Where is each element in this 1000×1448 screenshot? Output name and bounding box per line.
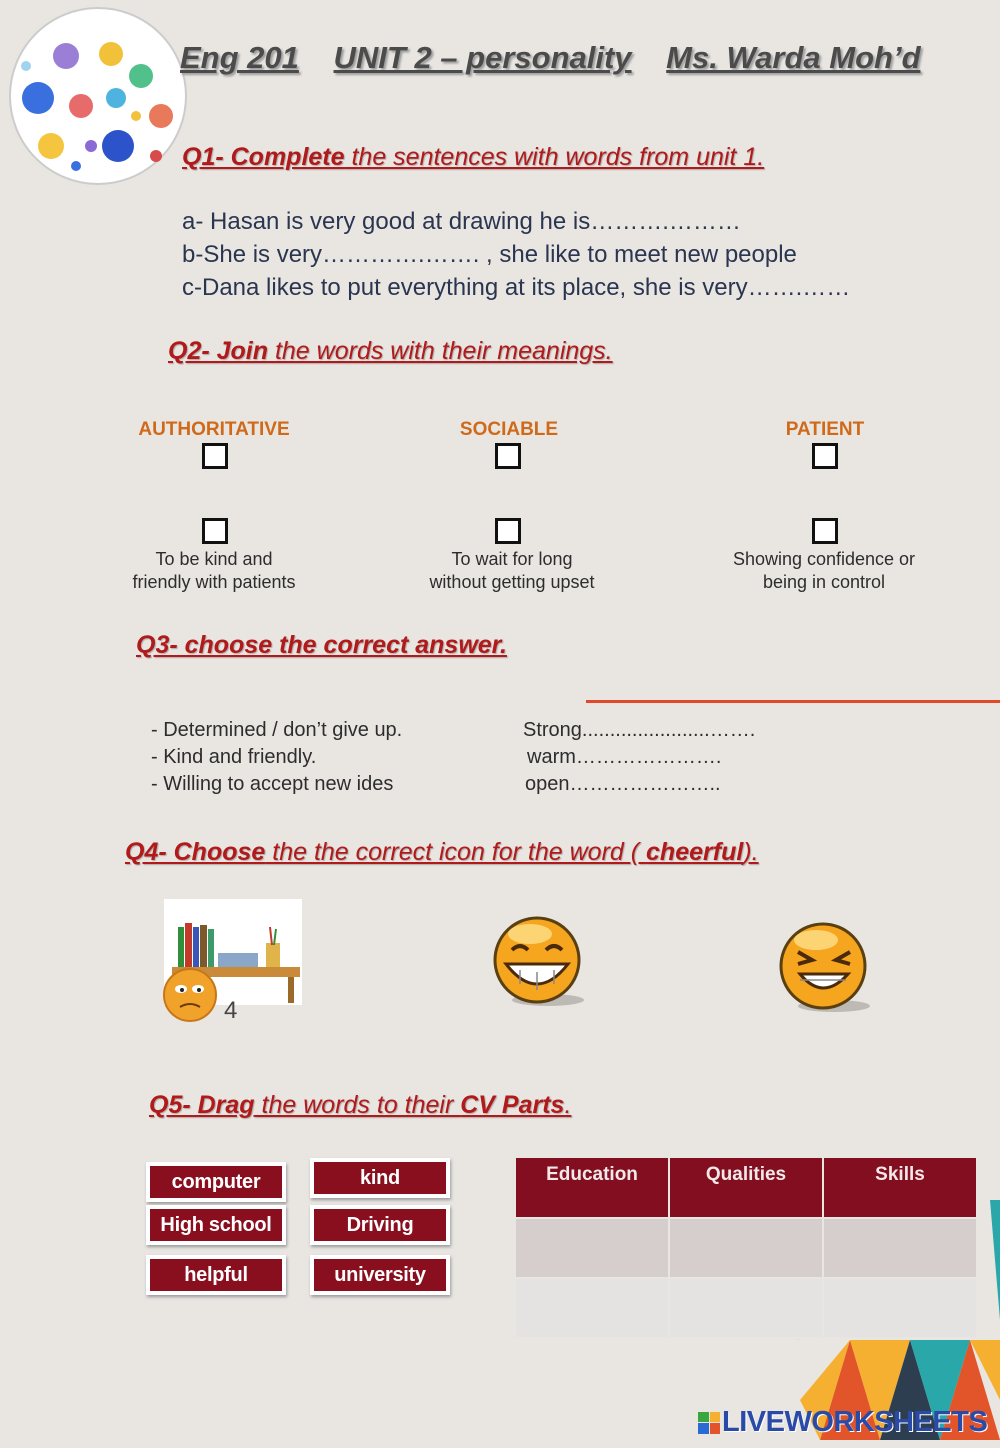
q1-title: Q1- Complete the sentences with words from unit 1.: [182, 143, 765, 171]
q3-left-2: - Kind and friendly.: [151, 746, 317, 768]
q2-title: Q2- Join the words with their meanings.: [168, 337, 613, 365]
liveworksheets-logo: [698, 1406, 987, 1439]
q3-divider: [586, 700, 1000, 703]
drop-zone-qualities-2[interactable]: [669, 1278, 823, 1338]
q3-left-1: - Determined / don’t give up.: [151, 719, 403, 741]
checkbox-meaning-2[interactable]: [495, 518, 521, 544]
column-education: Education: [515, 1157, 669, 1218]
course-title: Eng 201: [180, 40, 299, 75]
liveworksheets-mark-icon: [698, 1412, 720, 1434]
q3-left-3: - Willing to accept new ides: [151, 773, 394, 795]
grinning-face-icon[interactable]: [490, 912, 590, 1012]
meaning-3: Showing confidence or being in control: [732, 549, 916, 592]
drop-zone-education-2[interactable]: [515, 1278, 669, 1338]
column-qualities: Qualities: [669, 1157, 823, 1218]
drop-zone-skills-1[interactable]: [823, 1218, 977, 1278]
word-patient: PATIENT: [785, 419, 865, 440]
q3-answer-open[interactable]: open…………………..: [525, 773, 721, 795]
word-authoritative: AUTHORITATIVE: [138, 419, 290, 440]
q3-answer-warm[interactable]: warm………………….: [527, 746, 722, 768]
drop-zone-education-1[interactable]: [515, 1218, 669, 1278]
logo: [6, 6, 191, 186]
q3-answer-strong[interactable]: Strong.......................…….: [523, 719, 756, 741]
column-skills: Skills: [823, 1157, 977, 1218]
meaning-1: To be kind and friendly with patients: [132, 549, 296, 592]
chip-high-school[interactable]: High school: [146, 1205, 286, 1245]
cv-table: [514, 1156, 978, 1339]
q3-title: Q3- choose the correct answer.: [136, 631, 507, 659]
drop-zone-qualities-1[interactable]: [669, 1218, 823, 1278]
checkbox-word-sociable[interactable]: [495, 443, 521, 469]
meaning-2: To wait for long without getting upset: [429, 549, 595, 592]
chip-driving[interactable]: Driving: [310, 1205, 450, 1245]
q1-line-a: a- Hasan is very good at drawing he is……….………: [182, 208, 741, 235]
chip-university[interactable]: university: [310, 1255, 450, 1295]
page-header: [180, 40, 980, 76]
q4-title: Q4- Choose the the correct icon for the word ( cheerful).: [125, 838, 759, 866]
cv-table-container: [514, 1156, 978, 1339]
chip-helpful[interactable]: helpful: [146, 1255, 286, 1295]
laughing-face-icon[interactable]: [776, 918, 876, 1018]
unit-title: UNIT 2 – personality: [333, 40, 632, 75]
checkbox-meaning-1[interactable]: [202, 518, 228, 544]
teacher-name: Ms. Warda Moh’d: [666, 40, 921, 75]
brand-text: LIVEWORKSHEETS: [722, 1406, 988, 1438]
q5-title: Q5- Drag the words to their CV Parts.: [149, 1091, 572, 1119]
drop-zone-skills-2[interactable]: [823, 1278, 977, 1338]
messy-desk-sad-face-icon[interactable]: [158, 897, 306, 1027]
word-sociable: SOCIABLE: [459, 419, 559, 440]
icon-number-badge: 4: [224, 997, 238, 1024]
q1-line-b: b-She is very………….……. , she like to meet new people: [182, 241, 797, 268]
q1-line-c: c-Dana likes to put everything at its place, she is very…….……: [182, 274, 851, 301]
chip-computer[interactable]: computer: [146, 1162, 286, 1202]
checkbox-meaning-3[interactable]: [812, 518, 838, 544]
checkbox-word-patient[interactable]: [812, 443, 838, 469]
chip-kind[interactable]: kind: [310, 1158, 450, 1198]
checkbox-word-authoritative[interactable]: [202, 443, 228, 469]
